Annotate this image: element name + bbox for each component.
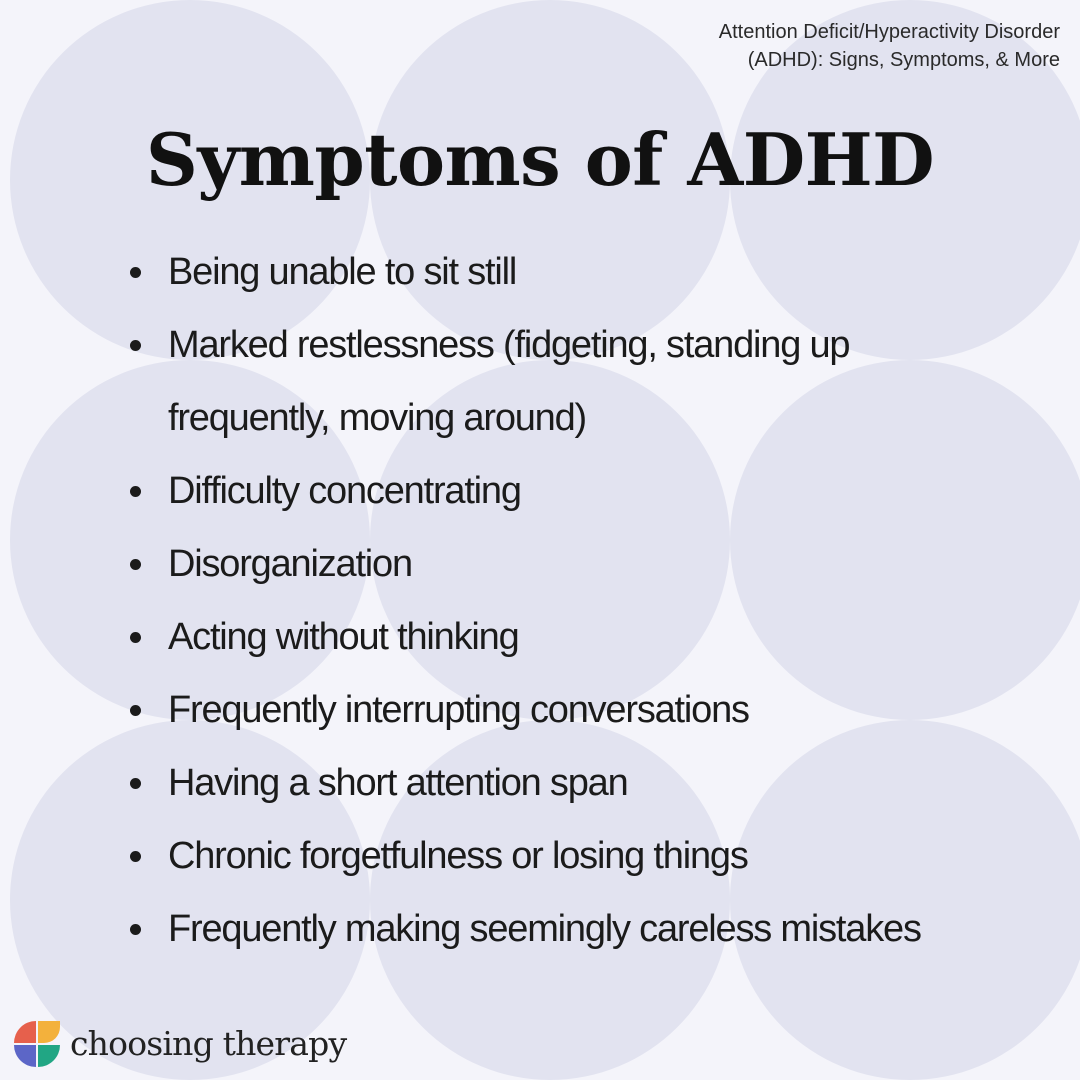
- bullet-icon: [130, 705, 141, 716]
- symptom-list: [120, 236, 1020, 966]
- bullet-icon: [130, 486, 141, 497]
- source-citation: [719, 18, 1060, 74]
- list-item: [120, 820, 1020, 893]
- logo-petal-orange: [14, 1021, 36, 1043]
- list-item: [120, 455, 1020, 528]
- symptom-text: Frequently interrupting conversations: [168, 689, 749, 731]
- list-item: [120, 893, 1020, 966]
- list-item: [120, 747, 1020, 820]
- symptom-text: Acting without thinking: [168, 616, 519, 658]
- bullet-icon: [130, 559, 141, 570]
- list-item: [120, 528, 1020, 601]
- symptom-text: Having a short attention span: [168, 762, 628, 804]
- bullet-icon: [130, 340, 141, 351]
- choosing-therapy-logo-icon: [12, 1019, 62, 1069]
- symptom-text: Chronic forgetfulness or losing things: [168, 835, 748, 877]
- symptom-text: Marked restlessness (fidgeting, standing up frequently, moving around): [168, 324, 850, 439]
- bullet-icon: [130, 267, 141, 278]
- list-item: [120, 674, 1020, 747]
- logo-petal-yellow: [38, 1021, 60, 1043]
- bullet-icon: [130, 778, 141, 789]
- page-title: Symptoms of ADHD: [145, 117, 935, 202]
- symptom-text: Disorganization: [168, 543, 412, 585]
- logo-petal-blue: [14, 1045, 36, 1067]
- brand-logo: [12, 1016, 346, 1072]
- symptom-text: Being unable to sit still: [168, 251, 517, 293]
- symptom-text: Frequently making seemingly careless mistakes: [168, 908, 921, 950]
- list-item: [120, 236, 1020, 309]
- source-line-2: (ADHD): Signs, Symptoms, & More: [747, 49, 1060, 71]
- bullet-icon: [130, 924, 141, 935]
- logo-petal-green: [38, 1045, 60, 1067]
- symptom-text: Difficulty concentrating: [168, 470, 521, 512]
- source-line-1: Attention Deficit/Hyperactivity Disorder: [718, 21, 1060, 43]
- bullet-icon: [130, 851, 141, 862]
- list-item: [120, 309, 1020, 455]
- list-item: [120, 601, 1020, 674]
- bullet-icon: [130, 632, 141, 643]
- brand-name: choosing therapy: [70, 1024, 347, 1063]
